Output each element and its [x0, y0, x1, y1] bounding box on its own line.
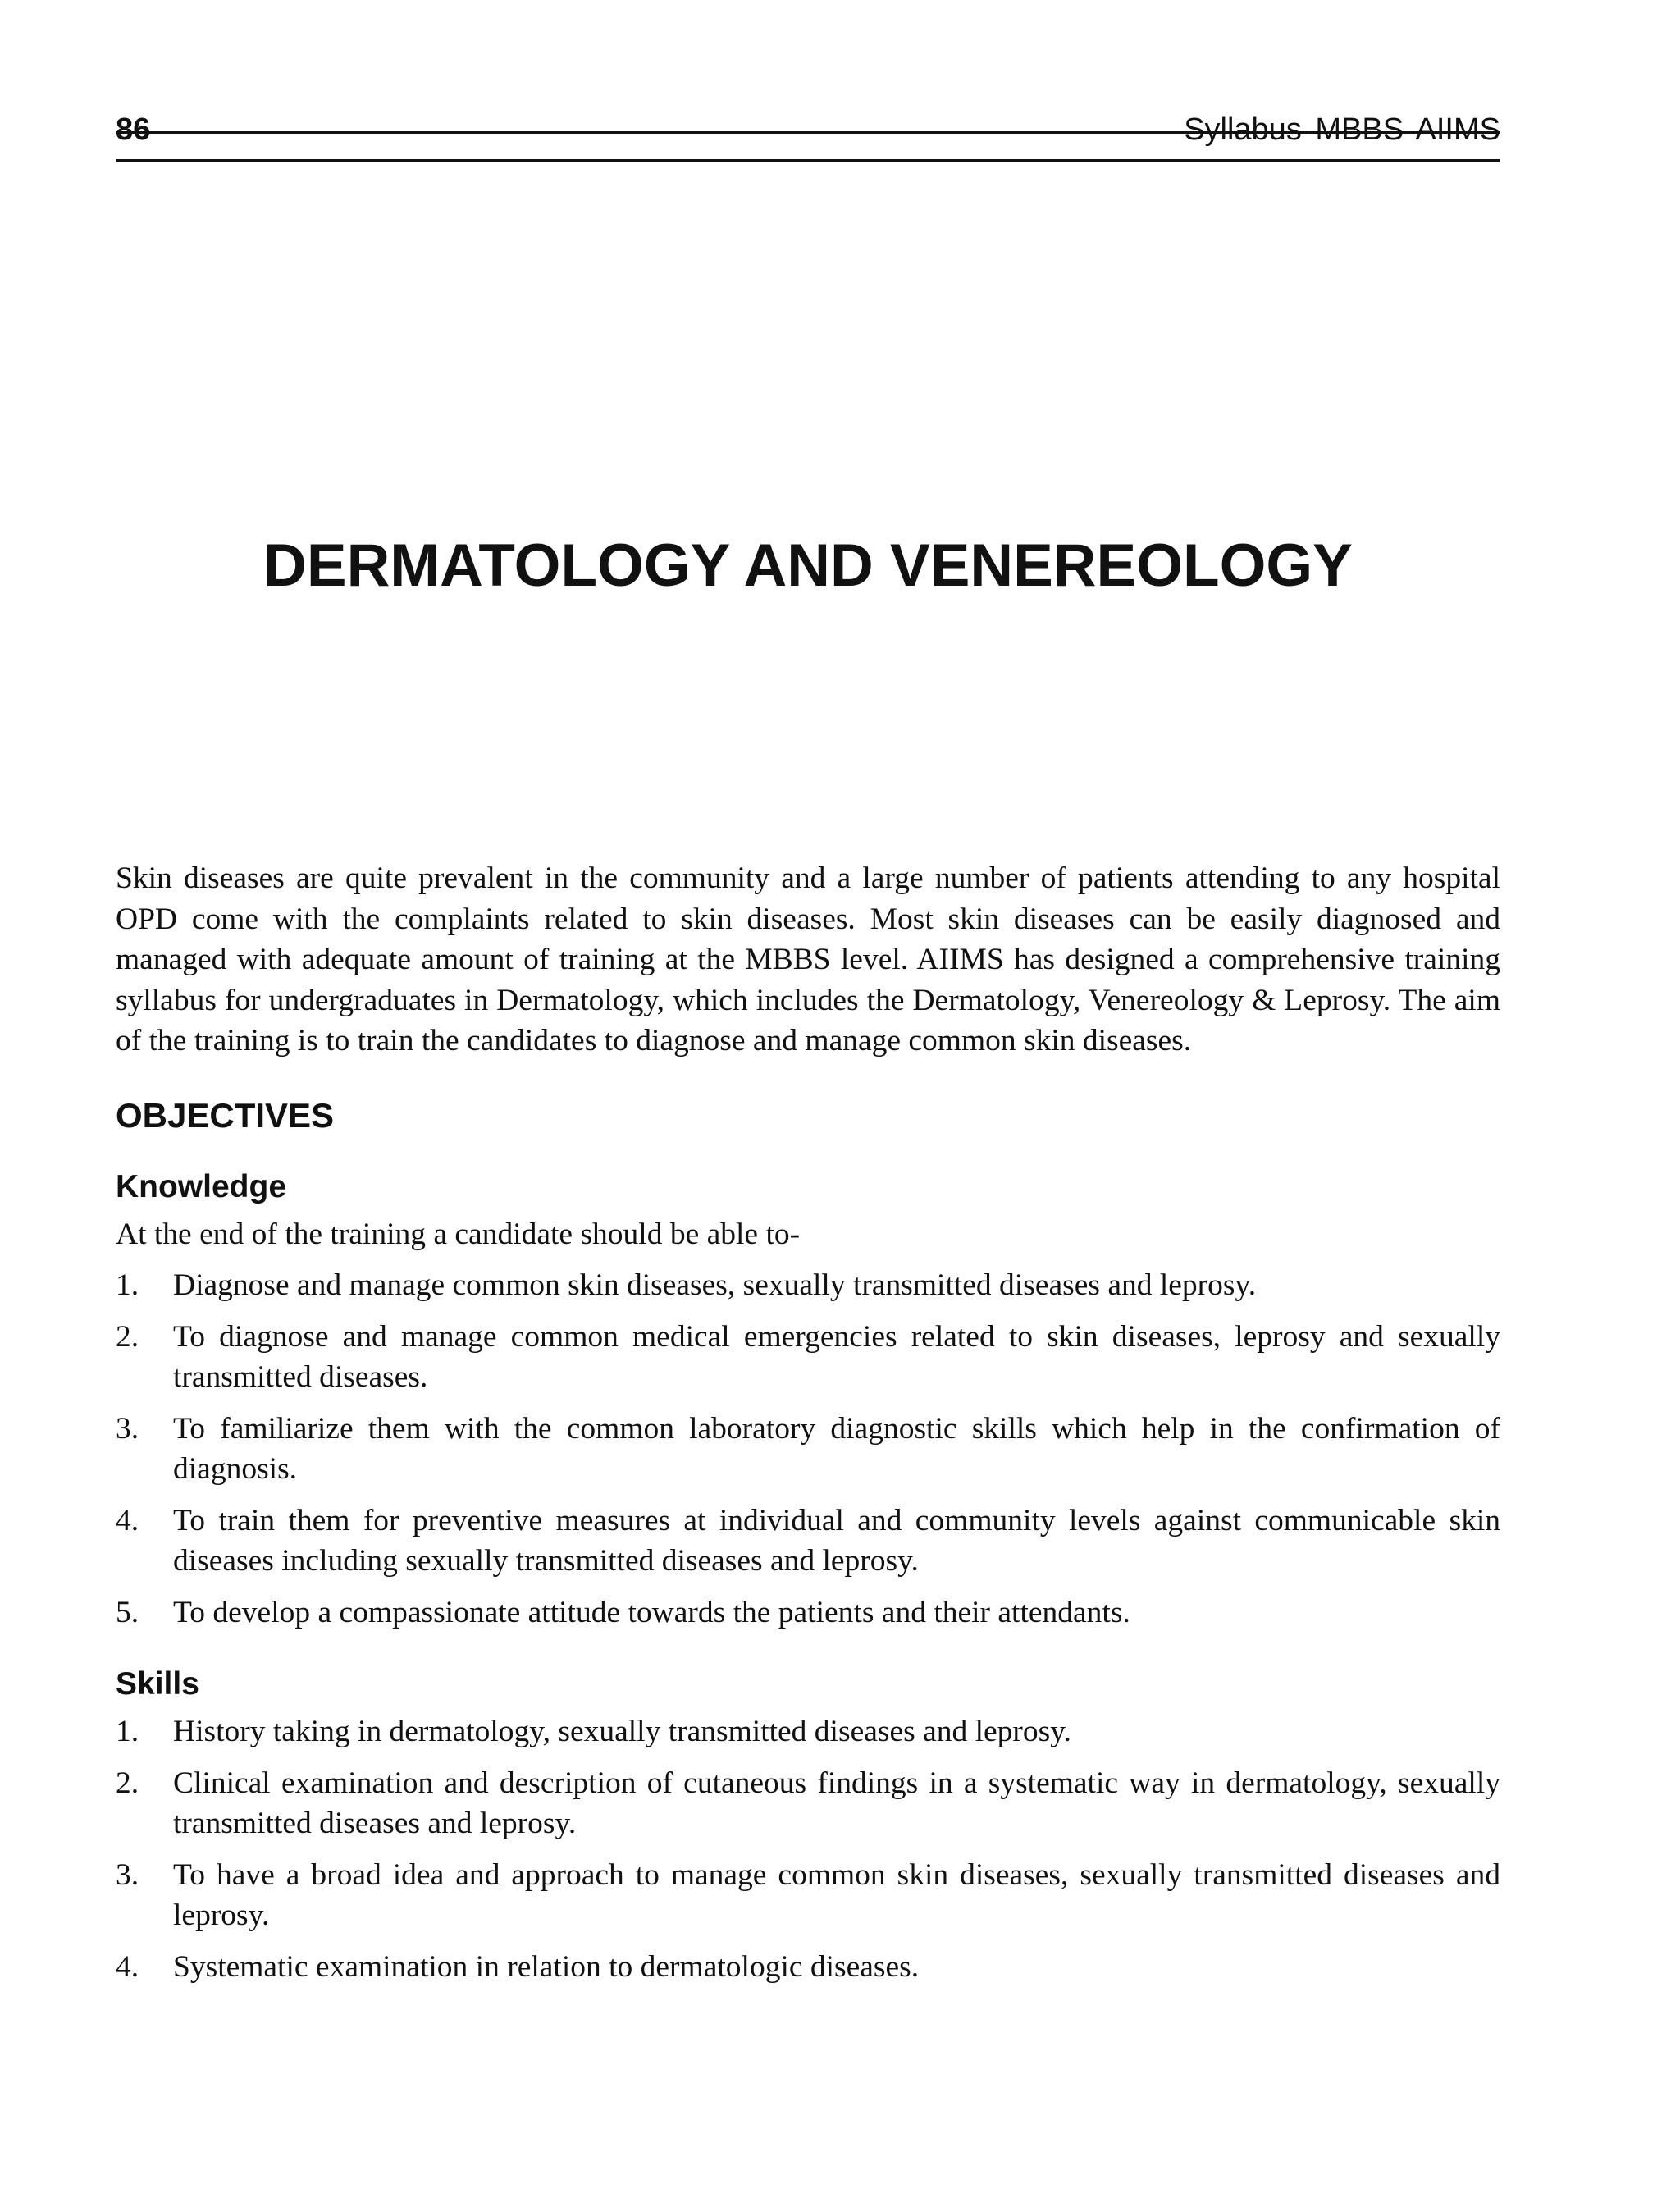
skills-list-item: [116, 1855, 1500, 1936]
list-item-text: Diagnose and manage common skin diseases, sexually transmitted diseases and leprosy.: [173, 1268, 1257, 1302]
list-item-text: To have a broad idea and approach to manage common skin diseases, sexually transmitted diseases and leprosy.: [173, 1857, 1500, 1932]
list-item-number: 1.: [116, 1268, 139, 1302]
list-item-text: To diagnose and manage common medical emergencies related to skin diseases, leprosy and sexually transmitted diseases.: [173, 1319, 1500, 1394]
chapter-title: DERMATOLOGY AND VENEREOLOGY: [263, 532, 1353, 599]
page-content: [116, 858, 1500, 1987]
list-item-number: 3.: [116, 1857, 139, 1892]
skills-list-item: [116, 1763, 1500, 1844]
running-head: Syllabus MBBS AIIMS: [1184, 112, 1500, 147]
intro-paragraph: Skin diseases are quite prevalent in the community and a large number of patients attending to any hospital OPD come with the complaints related to skin diseases. Most skin diseases can be easily diagnosed and managed with adequate amount of training at the MBBS level. AIIMS has designed a comprehensive training syllabus for undergraduates in Dermatology, which includes the Dermatology, Venereology & Leprosy. The aim of the training is to train the candidates to diagnose and manage common skin diseases.: [116, 861, 1500, 1058]
list-item-number: 4.: [116, 1949, 139, 1984]
list-item-number: 5.: [116, 1595, 139, 1629]
knowledge-list-item: [116, 1501, 1500, 1582]
list-item-number: 3.: [116, 1411, 139, 1446]
list-item-text: To familiarize them with the common laboratory diagnostic skills which help in the confirmation of diagnosis.: [173, 1411, 1500, 1486]
knowledge-list: [116, 1265, 1500, 1633]
knowledge-list-item: [116, 1409, 1500, 1490]
objectives-heading: OBJECTIVES: [116, 1095, 335, 1135]
skills-list-item: [116, 1947, 1500, 1988]
knowledge-heading: Knowledge: [116, 1168, 287, 1204]
page-number: 86: [116, 112, 151, 147]
list-item-text: To train them for preventive measures at individual and community levels against communicable skin diseases including sexually transmitted diseases and leprosy.: [173, 1503, 1500, 1578]
knowledge-lead-text: At the end of the training a candidate should be able to-: [116, 1217, 801, 1251]
list-item-number: 1.: [116, 1715, 139, 1748]
list-item-text: To develop a compassionate attitude towards the patients and their attendants.: [173, 1595, 1130, 1629]
skills-list-item: [116, 1711, 1500, 1752]
list-item-number: 4.: [116, 1503, 139, 1537]
skills-list: [116, 1711, 1500, 1987]
list-item-number: 2.: [116, 1319, 139, 1354]
list-item-text: Clinical examination and description of cutaneous findings in a systematic way in dermatology, sexually transmitted diseases and leprosy.: [173, 1766, 1500, 1840]
page-header: [116, 112, 1500, 162]
list-item-number: 2.: [116, 1766, 139, 1800]
knowledge-list-item: [116, 1265, 1500, 1306]
knowledge-list-item: [116, 1592, 1500, 1633]
skills-heading: Skills: [116, 1666, 199, 1702]
header-rule-lower: [116, 159, 1500, 162]
knowledge-list-item: [116, 1317, 1500, 1398]
list-item-text: History taking in dermatology, sexually transmitted diseases and leprosy.: [173, 1715, 1071, 1748]
list-item-text: Systematic examination in relation to dermatologic diseases.: [173, 1949, 920, 1984]
